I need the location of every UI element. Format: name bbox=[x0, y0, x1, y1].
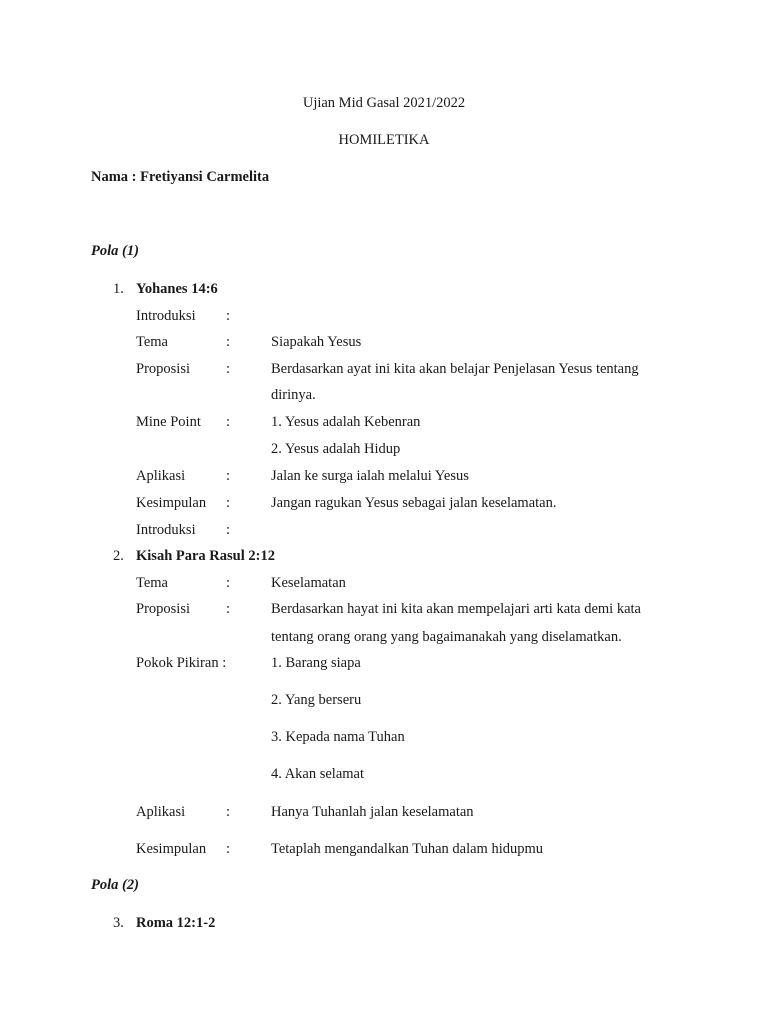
main-point: 1. Yesus adalah Kebenran bbox=[271, 414, 421, 430]
row-label: Tema bbox=[136, 575, 168, 591]
row-colon: : bbox=[226, 361, 231, 377]
item-1-title: Yohanes 14:6 bbox=[136, 281, 218, 297]
item-1-number: 1. bbox=[113, 281, 124, 297]
main-point: 3. Kepada nama Tuhan bbox=[271, 729, 405, 745]
main-point: 4. Akan selamat bbox=[271, 766, 365, 782]
row-label: Tema bbox=[136, 334, 168, 350]
main-point: 2. Yang berseru bbox=[271, 692, 362, 708]
row-label: Aplikasi bbox=[136, 804, 186, 820]
row-label: Kesimpulan bbox=[136, 841, 207, 857]
main-point: 1. Barang siapa bbox=[271, 655, 361, 671]
row-label: Pokok Pikiran : bbox=[136, 655, 227, 671]
pola-2-heading: Pola (2) bbox=[91, 877, 139, 893]
row-value-cont: dirinya. bbox=[271, 387, 316, 403]
item-3-number: 3. bbox=[113, 915, 124, 931]
row-label: Proposisi bbox=[136, 361, 190, 377]
row-value: Keselamatan bbox=[271, 575, 346, 591]
student-name: Nama : Fretiyansi Carmelita bbox=[91, 169, 270, 185]
row-label: Introduksi bbox=[136, 308, 196, 324]
row-colon: : bbox=[226, 575, 231, 591]
item-2-number: 2. bbox=[113, 548, 124, 564]
pola-1-heading: Pola (1) bbox=[91, 243, 139, 259]
row-value: Jalan ke surga ialah melalui Yesus bbox=[271, 468, 469, 484]
row-colon: : bbox=[226, 334, 231, 350]
item-2-title: Kisah Para Rasul 2:12 bbox=[136, 548, 275, 564]
row-label: Kesimpulan bbox=[136, 495, 207, 511]
row-value: Berdasarkan hayat ini kita akan mempelajari arti kata demi kata bbox=[271, 601, 641, 617]
row-value-cont: tentang orang orang yang bagaimanakah yang diselamatkan. bbox=[271, 629, 622, 645]
row-label: Mine Point bbox=[136, 414, 201, 430]
row-colon: : bbox=[226, 522, 231, 538]
subject-title: HOMILETIKA bbox=[338, 132, 430, 148]
row-colon: : bbox=[226, 308, 231, 324]
row-label: Proposisi bbox=[136, 601, 190, 617]
row-label: Introduksi bbox=[136, 522, 196, 538]
row-value: Berdasarkan ayat ini kita akan belajar Penjelasan Yesus tentang bbox=[271, 361, 639, 377]
row-colon: : bbox=[226, 841, 231, 857]
row-colon: : bbox=[226, 804, 231, 820]
row-label: Aplikasi bbox=[136, 468, 186, 484]
row-colon: : bbox=[226, 468, 231, 484]
row-colon: : bbox=[226, 601, 231, 617]
row-value: Hanya Tuhanlah jalan keselamatan bbox=[271, 804, 474, 820]
item-3-title: Roma 12:1-2 bbox=[136, 915, 216, 931]
exam-title: Ujian Mid Gasal 2021/2022 bbox=[302, 95, 466, 111]
row-value: Jangan ragukan Yesus sebagai jalan keselamatan. bbox=[271, 495, 557, 511]
row-value: Siapakah Yesus bbox=[271, 334, 362, 350]
row-colon: : bbox=[226, 414, 231, 430]
main-point: 2. Yesus adalah Hidup bbox=[271, 441, 401, 457]
row-value: Tetaplah mengandalkan Tuhan dalam hidupmu bbox=[271, 841, 544, 857]
row-colon: : bbox=[226, 495, 231, 511]
